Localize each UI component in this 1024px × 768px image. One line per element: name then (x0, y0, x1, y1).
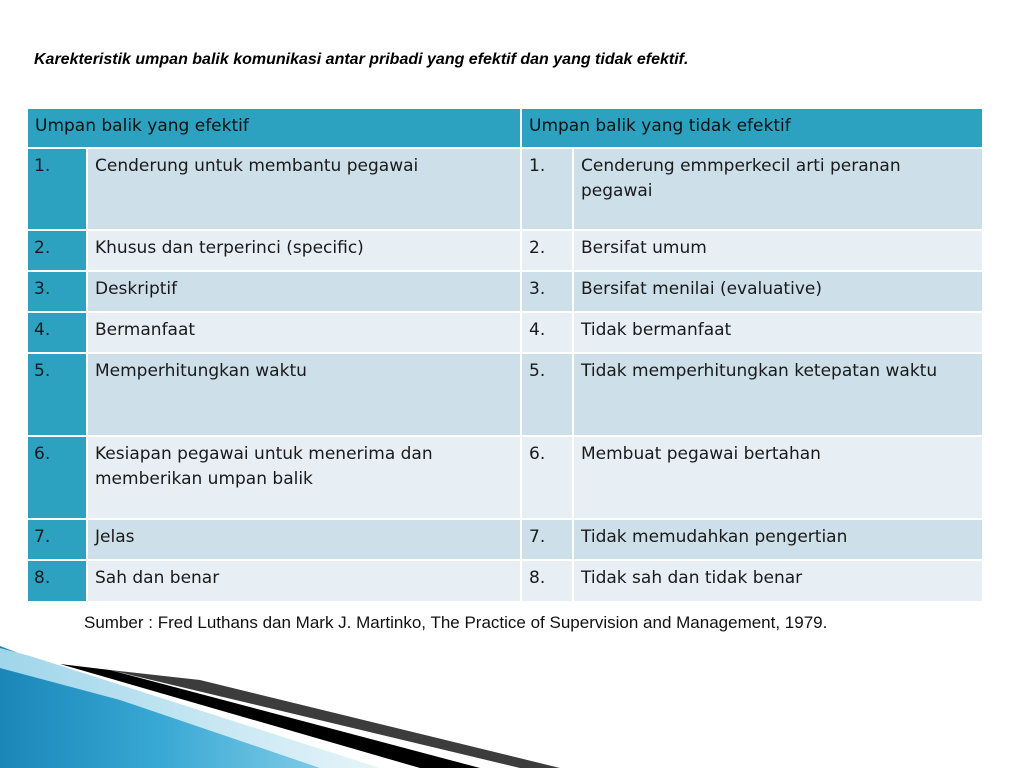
table-row (27, 519, 983, 560)
row-number-effective: 4. (27, 312, 87, 353)
table-row (27, 436, 983, 519)
table-row (27, 148, 983, 230)
source-citation: Sumber : Fred Luthans dan Mark J. Martinko, The Practice of Supervision and Management, 1979. (84, 613, 828, 632)
table-row (27, 312, 983, 353)
table-header-row (27, 108, 983, 148)
ineffective-cell: Membuat pegawai bertahan (573, 436, 983, 519)
row-number-effective: 6. (27, 436, 87, 519)
row-number-ineffective: 1. (521, 148, 573, 230)
row-number-ineffective: 2. (521, 230, 573, 271)
decorative-swoosh (0, 600, 1024, 768)
row-number-ineffective: 7. (521, 519, 573, 560)
ineffective-cell: Bersifat umum (573, 230, 983, 271)
ineffective-cell: Tidak memperhitungkan ketepatan waktu (573, 353, 983, 436)
row-number-effective: 1. (27, 148, 87, 230)
ineffective-cell: Cenderung emmperkecil arti peranan pegawai (573, 148, 983, 230)
effective-cell: Cenderung untuk membantu pegawai (87, 148, 521, 230)
effective-cell: Jelas (87, 519, 521, 560)
table-row (27, 271, 983, 312)
table-row (27, 353, 983, 436)
effective-cell: Deskriptif (87, 271, 521, 312)
effective-cell: Bermanfaat (87, 312, 521, 353)
ineffective-cell: Tidak bermanfaat (573, 312, 983, 353)
row-number-effective: 8. (27, 560, 87, 602)
effective-cell: Sah dan benar (87, 560, 521, 602)
row-number-effective: 3. (27, 271, 87, 312)
ineffective-cell: Tidak sah dan tidak benar (573, 560, 983, 602)
effective-cell: Memperhitungkan waktu (87, 353, 521, 436)
row-number-effective: 5. (27, 353, 87, 436)
comparison-table-container (26, 107, 982, 603)
effective-cell: Khusus dan terperinci (specific) (87, 230, 521, 271)
ineffective-cell: Bersifat menilai (evaluative) (573, 271, 983, 312)
table-row (27, 230, 983, 271)
row-number-effective: 2. (27, 230, 87, 271)
row-number-effective: 7. (27, 519, 87, 560)
table-row (27, 560, 983, 602)
header-ineffective: Umpan balik yang tidak efektif (521, 108, 983, 148)
effective-cell: Kesiapan pegawai untuk menerima dan memberikan umpan balik (87, 436, 521, 519)
row-number-ineffective: 4. (521, 312, 573, 353)
row-number-ineffective: 6. (521, 436, 573, 519)
row-number-ineffective: 8. (521, 560, 573, 602)
header-effective: Umpan balik yang efektif (27, 108, 521, 148)
slide-title: Karekteristik umpan balik komunikasi antar pribadi yang efektif dan yang tidak efektif. (34, 51, 689, 68)
row-number-ineffective: 5. (521, 353, 573, 436)
ineffective-cell: Tidak memudahkan pengertian (573, 519, 983, 560)
row-number-ineffective: 3. (521, 271, 573, 312)
comparison-table (26, 107, 984, 603)
